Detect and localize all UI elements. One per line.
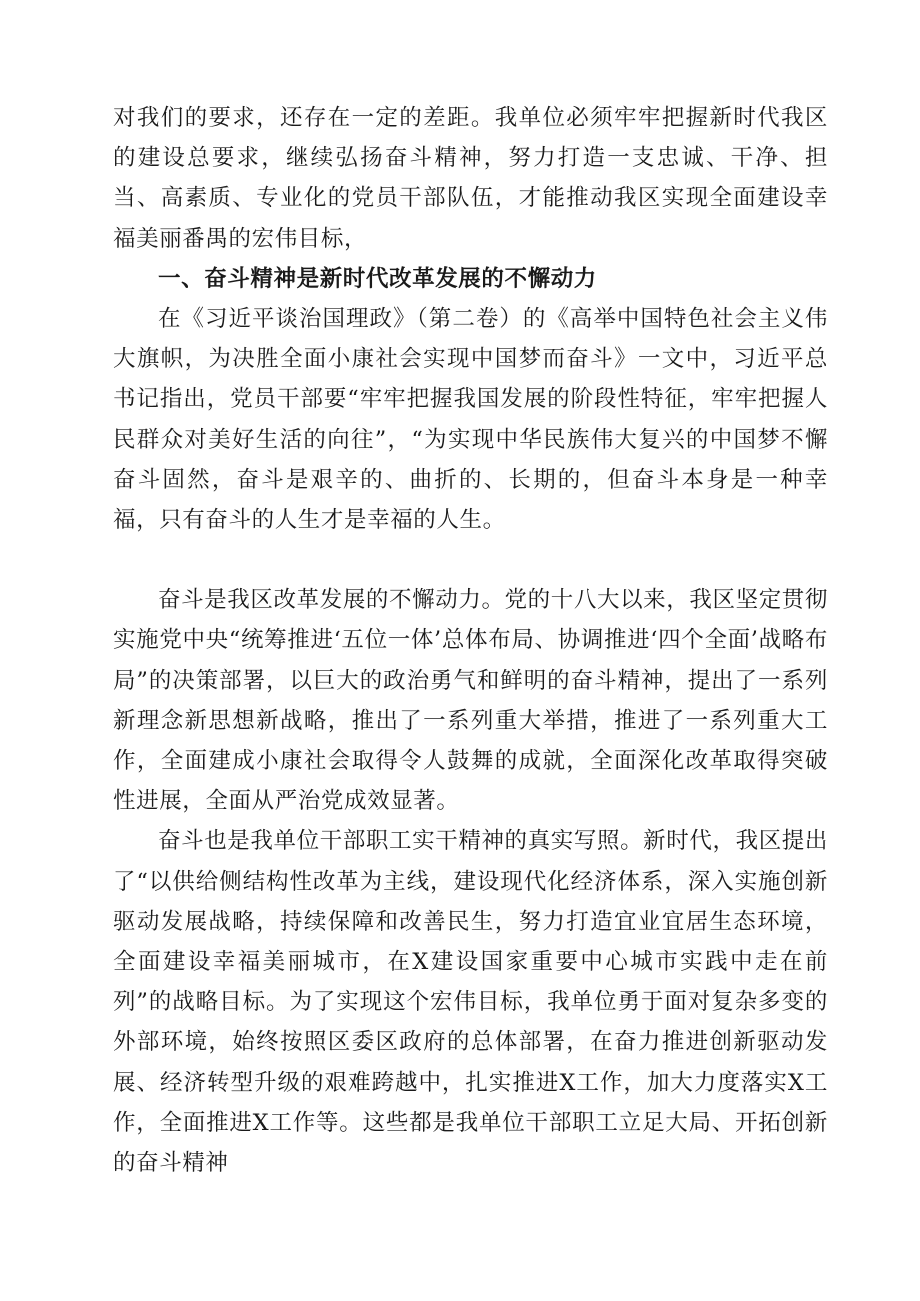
section-heading: 一、奋斗精神是新时代改革发展的不懈动力 bbox=[158, 265, 597, 292]
paragraph-reform: 奋斗是我区改革发展的不懈动力。党的十八大以来，我区坚定贯彻实施党中央“统筹推进‘五位一体’总体布局、协调推进‘四个全面’战略布局”的决策部署，以巨大的政治勇气和鲜明的奋斗精神，提出了一系列新理念新思想新战略，推出了一系列重大举措，推进了一系列重大工作，全面建成小康社会取得令人鼓舞的成就，全面深化改革取得突破性进展，全面从严治党成效显著。 bbox=[113, 587, 828, 815]
paragraph-spirit: 奋斗也是我单位干部职工实干精神的真实写照。新时代，我区提出了“以供给侧结构性改革为主线，建设现代化经济体系，深入实施创新驱动发展战略，持续保障和改善民生，努力打造宜业宜居生态环境，全面建设幸福美丽城市，在X建设国家重要中心城市实践中走在前列”的战略目标。为了实现这个宏伟目标，我单位勇于面对复杂多变的外部环境，始终按照区委区政府的总体部署，在奋力推进创新驱动发展、经济转型升级的艰难跨越中，扎实推进X工作，加大力度落实X工作，全面推进X工作等。这些都是我单位干部职工立足大局、开拓创新的奋斗精神 bbox=[113, 828, 828, 1177]
document-body bbox=[113, 98, 828, 1183]
paragraph-continued: 对我们的要求，还存在一定的差距。我单位必须牢牢把握新时代我区的建设总要求，继续弘扬奋斗精神，努力打造一支忠诚、干净、担当、高素质、专业化的党员干部队伍，才能推动我区实现全面建设幸福美丽番禺的宏伟目标， bbox=[113, 105, 828, 252]
paragraph-quote: 在《习近平谈治国理政》（第二卷）的《高举中国特色社会主义伟大旗帜，为决胜全面小康社会实现中国梦而奋斗》一文中，习近平总书记指出，党员干部要“牢牢把握我国发展的阶段性特征，牢牢把握人民群众对美好生活的向往”，“为实现中华民族伟大复兴的中国梦不懈奋斗固然，奋斗是艰辛的、曲折的、长期的，但奋斗本身是一种幸福，只有奋斗的人生才是幸福的人生。 bbox=[113, 306, 828, 534]
